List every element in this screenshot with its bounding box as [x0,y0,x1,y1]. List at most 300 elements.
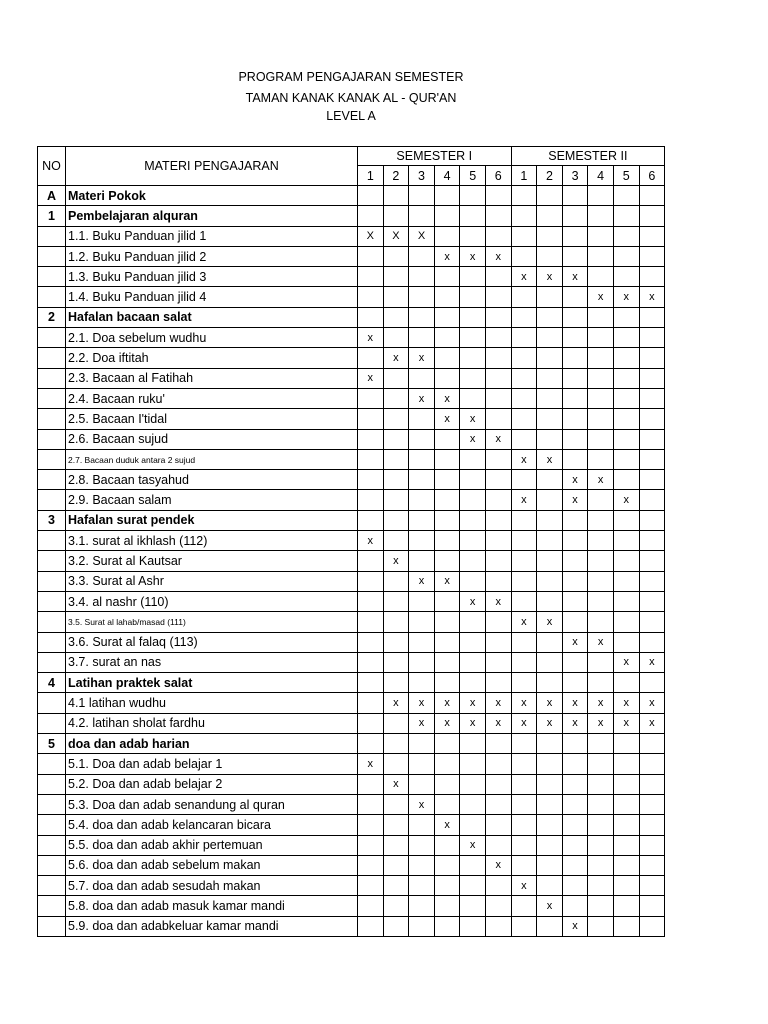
schedule-mark-cell: x [537,896,563,916]
section-title: doa dan adab harian [66,734,358,754]
section-row [38,307,665,327]
schedule-mark-cell [511,774,537,794]
schedule-mark-cell [613,186,639,206]
schedule-mark-cell: x [562,267,588,287]
header-subnumber: 4 [588,166,614,186]
schedule-mark-cell [562,855,588,875]
schedule-mark-cell [485,206,511,226]
materi-label: 3.6. Surat al falaq (113) [66,632,358,652]
row-number: 3 [38,510,66,530]
section-title: Materi Pokok [66,186,358,206]
schedule-mark-cell: x [613,287,639,307]
table-row [38,551,665,571]
schedule-mark-cell [613,673,639,693]
schedule-mark-cell [485,287,511,307]
schedule-mark-cell [537,734,563,754]
schedule-mark-cell [460,186,486,206]
schedule-mark-cell: x [434,571,460,591]
schedule-mark-cell [383,713,409,733]
schedule-mark-cell: x [511,267,537,287]
materi-label: 5.9. doa dan adabkeluar kamar mandi [66,916,358,936]
table-row [38,328,665,348]
schedule-mark-cell: x [537,612,563,632]
schedule-mark-cell [434,307,460,327]
schedule-mark-cell [639,673,665,693]
materi-label: 5.8. doa dan adab masuk kamar mandi [66,896,358,916]
schedule-mark-cell [434,510,460,530]
schedule-mark-cell [460,510,486,530]
schedule-mark-cell [383,531,409,551]
schedule-mark-cell [562,246,588,266]
schedule-mark-cell: x [562,490,588,510]
section-title: Hafalan bacaan salat [66,307,358,327]
schedule-mark-cell [562,226,588,246]
schedule-mark-cell [613,449,639,469]
schedule-mark-cell [562,835,588,855]
schedule-mark-cell [537,328,563,348]
schedule-mark-cell [613,470,639,490]
schedule-mark-cell [434,632,460,652]
schedule-mark-cell [511,896,537,916]
schedule-mark-cell [511,328,537,348]
row-number [38,591,66,611]
table-row [38,388,665,408]
schedule-mark-cell [383,409,409,429]
schedule-mark-cell [562,896,588,916]
schedule-mark-cell [460,632,486,652]
schedule-mark-cell [588,206,614,226]
schedule-mark-cell [358,673,384,693]
schedule-mark-cell [562,876,588,896]
row-number [38,693,66,713]
schedule-mark-cell [409,916,435,936]
semester-program-table [37,146,665,937]
materi-label: 3.2. Surat al Kautsar [66,551,358,571]
table-row [38,287,665,307]
materi-label: 2.3. Bacaan al Fatihah [66,368,358,388]
schedule-mark-cell [460,226,486,246]
schedule-mark-cell [460,531,486,551]
schedule-mark-cell [639,307,665,327]
schedule-mark-cell [588,307,614,327]
schedule-mark-cell [511,287,537,307]
schedule-mark-cell: x [460,693,486,713]
schedule-mark-cell [639,835,665,855]
schedule-mark-cell [460,328,486,348]
table-row [38,916,665,936]
schedule-mark-cell [434,794,460,814]
schedule-mark-cell [537,855,563,875]
schedule-mark-cell: x [511,449,537,469]
schedule-mark-cell [562,794,588,814]
schedule-mark-cell: x [511,876,537,896]
schedule-mark-cell [588,409,614,429]
schedule-mark-cell [639,815,665,835]
table-row [38,876,665,896]
schedule-mark-cell: x [639,713,665,733]
schedule-mark-cell [460,368,486,388]
schedule-mark-cell [383,652,409,672]
schedule-mark-cell [383,815,409,835]
schedule-mark-cell: x [383,551,409,571]
schedule-mark-cell [639,226,665,246]
table-row [38,855,665,875]
section-title: Latihan praktek salat [66,673,358,693]
schedule-mark-cell [588,510,614,530]
schedule-mark-cell [511,186,537,206]
schedule-mark-cell [358,206,384,226]
schedule-mark-cell [409,409,435,429]
schedule-mark-cell [562,734,588,754]
schedule-mark-cell [434,734,460,754]
schedule-mark-cell [434,206,460,226]
schedule-mark-cell [511,246,537,266]
schedule-mark-cell [562,551,588,571]
row-number [38,490,66,510]
schedule-mark-cell: x [460,409,486,429]
schedule-mark-cell [639,734,665,754]
schedule-mark-cell [409,815,435,835]
schedule-mark-cell [383,571,409,591]
row-number [38,246,66,266]
schedule-mark-cell [511,673,537,693]
schedule-mark-cell [588,186,614,206]
schedule-mark-cell: x [537,693,563,713]
row-number [38,713,66,733]
schedule-mark-cell [383,916,409,936]
schedule-mark-cell [358,896,384,916]
schedule-mark-cell [562,754,588,774]
schedule-mark-cell [537,307,563,327]
schedule-mark-cell [588,551,614,571]
schedule-mark-cell [588,815,614,835]
schedule-mark-cell [537,591,563,611]
schedule-mark-cell [639,449,665,469]
schedule-mark-cell [358,246,384,266]
schedule-mark-cell [383,855,409,875]
schedule-mark-cell: x [434,713,460,733]
schedule-mark-cell [383,632,409,652]
schedule-mark-cell [485,632,511,652]
schedule-mark-cell [613,267,639,287]
table-row [38,267,665,287]
schedule-mark-cell [537,876,563,896]
schedule-mark-cell [485,652,511,672]
schedule-mark-cell [409,267,435,287]
schedule-mark-cell [613,916,639,936]
row-number [38,612,66,632]
schedule-mark-cell [588,794,614,814]
schedule-mark-cell [383,328,409,348]
schedule-mark-cell [409,246,435,266]
schedule-mark-cell [383,470,409,490]
schedule-mark-cell [511,206,537,226]
header-subnumber: 1 [358,166,384,186]
schedule-mark-cell [460,449,486,469]
schedule-mark-cell [383,490,409,510]
schedule-mark-cell [383,206,409,226]
schedule-mark-cell: x [409,713,435,733]
schedule-mark-cell: x [511,612,537,632]
schedule-mark-cell [588,368,614,388]
schedule-mark-cell: X [358,226,384,246]
schedule-mark-cell [639,267,665,287]
header-semester-1: SEMESTER I [358,147,512,166]
materi-label: 5.5. doa dan adab akhir pertemuan [66,835,358,855]
schedule-mark-cell [358,591,384,611]
schedule-mark-cell [613,774,639,794]
schedule-mark-cell [639,388,665,408]
schedule-mark-cell [409,531,435,551]
schedule-mark-cell [409,449,435,469]
schedule-mark-cell: x [588,713,614,733]
schedule-mark-cell [588,916,614,936]
schedule-mark-cell [485,267,511,287]
schedule-mark-cell [485,531,511,551]
schedule-mark-cell [537,571,563,591]
schedule-mark-cell [613,571,639,591]
row-number [38,409,66,429]
schedule-mark-cell [409,734,435,754]
table-row [38,794,665,814]
schedule-mark-cell [485,794,511,814]
schedule-mark-cell [537,470,563,490]
schedule-mark-cell [537,287,563,307]
materi-label: 1.2. Buku Panduan jilid 2 [66,246,358,266]
schedule-mark-cell [434,652,460,672]
table-row [38,470,665,490]
schedule-mark-cell: x [485,246,511,266]
schedule-mark-cell [434,612,460,632]
table-row [38,226,665,246]
document-title-line-3: LEVEL A [326,109,376,123]
row-number [38,531,66,551]
schedule-mark-cell [409,186,435,206]
header-materi: MATERI PENGAJARAN [66,147,358,186]
schedule-mark-cell [613,612,639,632]
schedule-mark-cell [639,348,665,368]
schedule-mark-cell [537,510,563,530]
materi-label: 2.4. Bacaan ruku' [66,388,358,408]
schedule-mark-cell [460,348,486,368]
schedule-mark-cell [409,774,435,794]
schedule-mark-cell [358,916,384,936]
schedule-mark-cell [639,186,665,206]
schedule-mark-cell [537,368,563,388]
schedule-mark-cell [434,267,460,287]
schedule-mark-cell [613,835,639,855]
schedule-mark-cell [358,510,384,530]
schedule-mark-cell: x [511,490,537,510]
schedule-mark-cell [588,835,614,855]
schedule-mark-cell [460,876,486,896]
schedule-mark-cell: x [460,429,486,449]
schedule-mark-cell [511,815,537,835]
schedule-mark-cell [613,794,639,814]
schedule-mark-cell: x [485,429,511,449]
schedule-mark-cell [613,551,639,571]
table-row [38,693,665,713]
table-row [38,571,665,591]
schedule-mark-cell [537,774,563,794]
schedule-mark-cell: x [613,490,639,510]
schedule-mark-cell [588,449,614,469]
schedule-mark-cell [383,673,409,693]
schedule-mark-cell [358,734,384,754]
schedule-mark-cell [562,368,588,388]
schedule-mark-cell [639,896,665,916]
schedule-mark-cell [639,246,665,266]
schedule-mark-cell [383,794,409,814]
header-subnumber: 3 [409,166,435,186]
schedule-mark-cell [434,429,460,449]
table-row [38,348,665,368]
schedule-mark-cell [511,307,537,327]
row-number [38,876,66,896]
schedule-mark-cell [485,612,511,632]
schedule-mark-cell [511,835,537,855]
schedule-mark-cell [460,774,486,794]
schedule-mark-cell: X [383,226,409,246]
section-row [38,186,665,206]
schedule-mark-cell: x [613,652,639,672]
schedule-mark-cell [409,287,435,307]
schedule-mark-cell [562,510,588,530]
schedule-mark-cell [460,470,486,490]
schedule-mark-cell [383,246,409,266]
schedule-mark-cell [639,429,665,449]
table-row [38,652,665,672]
row-number [38,551,66,571]
schedule-mark-cell [383,186,409,206]
schedule-mark-cell [613,388,639,408]
schedule-mark-cell [358,652,384,672]
schedule-mark-cell [562,612,588,632]
schedule-mark-cell: x [434,388,460,408]
schedule-mark-cell [485,551,511,571]
schedule-mark-cell [460,794,486,814]
schedule-mark-cell [639,470,665,490]
schedule-mark-cell: x [358,328,384,348]
materi-label: 1.4. Buku Panduan jilid 4 [66,287,358,307]
schedule-mark-cell [358,267,384,287]
schedule-mark-cell [358,307,384,327]
table-row [38,754,665,774]
schedule-mark-cell: x [409,571,435,591]
row-number [38,632,66,652]
schedule-mark-cell [588,673,614,693]
table-row [38,409,665,429]
schedule-mark-cell [613,307,639,327]
schedule-mark-cell: x [358,368,384,388]
schedule-mark-cell [537,916,563,936]
schedule-mark-cell [588,246,614,266]
materi-label: 5.6. doa dan adab sebelum makan [66,855,358,875]
schedule-mark-cell [409,754,435,774]
schedule-mark-cell: x [562,693,588,713]
schedule-mark-cell [409,368,435,388]
schedule-mark-cell [511,348,537,368]
schedule-mark-cell: x [639,287,665,307]
row-number [38,388,66,408]
schedule-mark-cell [511,754,537,774]
schedule-mark-cell [511,571,537,591]
schedule-mark-cell [588,226,614,246]
schedule-mark-cell [460,307,486,327]
schedule-mark-cell [460,388,486,408]
schedule-mark-cell [639,328,665,348]
schedule-mark-cell [537,490,563,510]
schedule-mark-cell [485,470,511,490]
schedule-mark-cell: x [460,246,486,266]
header-subnumber: 1 [511,166,537,186]
schedule-mark-cell [588,531,614,551]
row-number: 1 [38,206,66,226]
schedule-mark-cell [511,551,537,571]
schedule-mark-cell [358,551,384,571]
schedule-mark-cell [409,591,435,611]
schedule-mark-cell [383,612,409,632]
table-row [38,246,665,266]
schedule-mark-cell [434,226,460,246]
schedule-mark-cell [383,754,409,774]
schedule-mark-cell [460,896,486,916]
schedule-mark-cell [358,632,384,652]
schedule-mark-cell: x [588,470,614,490]
schedule-mark-cell [358,612,384,632]
schedule-mark-cell [613,429,639,449]
schedule-mark-cell [639,876,665,896]
schedule-mark-cell [562,652,588,672]
schedule-mark-cell: x [485,693,511,713]
schedule-mark-cell: x [409,794,435,814]
schedule-mark-cell: x [588,693,614,713]
schedule-mark-cell: x [639,693,665,713]
schedule-mark-cell [485,409,511,429]
schedule-mark-cell: x [383,693,409,713]
schedule-mark-cell [562,673,588,693]
materi-label: 3.4. al nashr (110) [66,591,358,611]
schedule-mark-cell [537,246,563,266]
schedule-mark-cell: x [409,693,435,713]
header-subnumber: 2 [537,166,563,186]
schedule-mark-cell [409,490,435,510]
schedule-mark-cell [562,774,588,794]
schedule-mark-cell [613,876,639,896]
schedule-mark-cell [358,713,384,733]
table-row [38,774,665,794]
schedule-mark-cell [639,409,665,429]
schedule-mark-cell [358,348,384,368]
schedule-mark-cell [639,754,665,774]
schedule-mark-cell [511,531,537,551]
schedule-mark-cell [588,754,614,774]
schedule-mark-cell [588,388,614,408]
schedule-mark-cell [485,226,511,246]
schedule-mark-cell [588,328,614,348]
schedule-mark-cell [485,876,511,896]
table-body [38,186,665,937]
schedule-mark-cell [639,531,665,551]
schedule-mark-cell [434,470,460,490]
schedule-mark-cell [537,531,563,551]
header-subnumber: 2 [383,166,409,186]
schedule-mark-cell [613,591,639,611]
materi-label: 2.9. Bacaan salam [66,490,358,510]
section-row [38,734,665,754]
materi-label: 2.6. Bacaan sujud [66,429,358,449]
schedule-mark-cell [460,754,486,774]
